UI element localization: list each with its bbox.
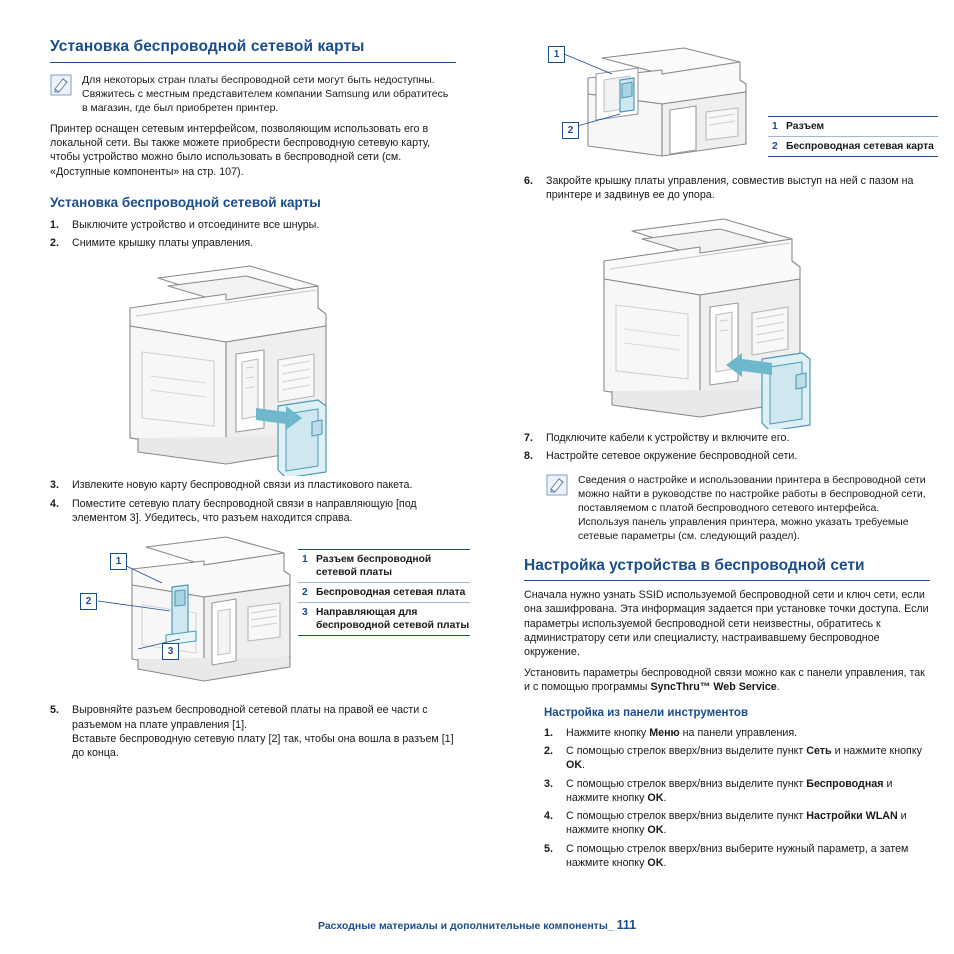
figure-callout-2: 2 (80, 593, 97, 610)
list-item (544, 842, 930, 871)
step-text-mid: и нажмите кнопку (566, 810, 907, 837)
paragraph-syncthru (524, 666, 930, 694)
footer-text: Расходные материалы и дополнительные компоненты_ (317, 920, 614, 932)
steps-list-1-2 (50, 218, 456, 251)
figure-connector-closeup (524, 38, 934, 166)
step-number: 4. (544, 810, 553, 823)
page-number: 111 (616, 918, 637, 932)
note-icon (50, 74, 72, 96)
legend-number: 2 (302, 587, 308, 599)
note-icon (546, 474, 568, 496)
step-number: 2. (544, 744, 553, 757)
ok-button-name: OK (566, 759, 583, 772)
ok-button-name: OK (647, 856, 664, 869)
panel-steps-list (524, 726, 930, 871)
two-column-layout (50, 38, 934, 910)
step-text-mid: и нажмите кнопку (566, 777, 893, 804)
syncthru-product-name: SyncThru™ Web Service (650, 681, 777, 694)
figure-wireless-card-insert (50, 531, 470, 691)
figure-printer-cover-close (524, 207, 930, 429)
step-number: 6. (524, 175, 533, 187)
paragraph-ssid: Сначала нужно узнать SSID используемой беспроводной сети и ключ сети, если она зашифрована. Эта информация задается при установке точки доступа. Если параметры используемой беспроводной сети неизвестны, обратитесь к администратору сети или специалисту, настраивавшему беспроводное окружение. (524, 589, 929, 658)
list-item (50, 218, 456, 232)
step-text-post: на панели управления. (679, 726, 798, 739)
steps-list-7-8 (524, 431, 930, 464)
legend-row (298, 550, 470, 582)
step-text-pre: Нажмите кнопку (566, 726, 650, 739)
menu-item-name: Настройки WLAN (806, 810, 898, 823)
subsection-title: Установка беспроводной сетевой карты (50, 194, 321, 210)
subsection-title-panel: Настройка из панели инструментов (544, 706, 749, 719)
right-column (524, 38, 934, 910)
list-item (50, 703, 456, 760)
ok-button-name: OK (647, 824, 664, 837)
step-text-pre: С помощью стрелок вверх/вниз выделите пункт (566, 777, 807, 790)
legend-number: 2 (772, 141, 778, 152)
legend-row (298, 582, 470, 602)
legend-row (768, 136, 938, 156)
step-number: 5. (50, 704, 59, 717)
list-item (544, 726, 930, 740)
list-item (544, 777, 930, 806)
legend-text: Беспроводная сетевая плата (316, 587, 466, 599)
legend-number: 1 (302, 554, 308, 566)
step-text-line1: Выровняйте разъем беспроводной сетевой платы на правой ее части с разъемом на плате управления [1]. (72, 704, 428, 731)
step-number: 3. (50, 479, 59, 492)
ok-button-name: OK (647, 791, 664, 804)
page-footer (0, 918, 954, 932)
list-item (50, 497, 456, 526)
step-text: Извлеките новую карту беспроводной связи из пластикового пакета. (72, 479, 413, 492)
legend-text: Разъем беспроводной сетевой платы (316, 554, 432, 579)
step-number: 1. (50, 218, 59, 231)
legend-text: Беспроводная сетевая карта (786, 141, 934, 152)
note-text: Сведения о настройке и использовании принтера в беспроводной сети можно найти в руководстве по настройке работы в беспроводной сети, поставляемом с платой беспроводного сетевого интерфейса. Используя панель управления принтера, можно указать требуемые сетевые параметры (см. следующий раздел). (578, 474, 926, 543)
step-number: 4. (50, 497, 59, 510)
legend-text: Разъем (786, 121, 825, 132)
paragraph-syncthru-pre: Установить параметры беспроводной связи можно как с панели управления, так и с помощью программы (524, 667, 925, 694)
section-title-wireless-config: Настройка устройства в беспроводной сети (524, 557, 930, 581)
step-number: 5. (544, 842, 553, 855)
figure-callout-1: 1 (110, 553, 127, 570)
step-number: 2. (50, 237, 59, 250)
ui-button-name: Меню (649, 726, 680, 739)
steps-list-6 (524, 174, 930, 203)
list-item (544, 809, 930, 838)
legend-row (298, 602, 470, 635)
menu-item-name: Беспроводная (806, 777, 884, 790)
left-column (50, 38, 470, 910)
legend-number: 3 (302, 607, 308, 619)
note-block-wireless-setup (524, 473, 930, 543)
step-text-mid: и нажмите кнопку (831, 744, 922, 757)
step-text: Поместите сетевую плату беспроводной связи в направляющую [под элементом 3]. Убедитесь, что разъем находится справа. (72, 497, 417, 524)
step-text: Настройте сетевое окружение беспроводной сети. (546, 449, 798, 462)
figure-callout-3: 3 (162, 643, 179, 660)
step-text-post: . (582, 759, 586, 772)
note-text: Для некоторых стран платы беспроводной сети могут быть недоступны. Свяжитесь с местным представителем компании Samsung или обратитесь в магазин, где был приобретен принтер. (82, 74, 449, 114)
paragraph-syncthru-post: . (776, 681, 780, 694)
list-item (50, 478, 456, 492)
step-text: Закройте крышку платы управления, совместив выступ на ней с пазом на принтере и задвинув ее до упора. (546, 175, 914, 202)
figure-printer-cover-removal (50, 256, 456, 476)
legend-number: 1 (772, 121, 778, 132)
list-item (524, 174, 930, 203)
list-item (524, 431, 930, 445)
intro-paragraph: Принтер оснащен сетевым интерфейсом, позволяющим использовать его в локальной сети. Вы также можете приобрести беспроводную сетевую карту, чтобы устройство можно было использовать в беспроводной сети (см. «Доступные компоненты» на стр. 107). (50, 123, 431, 178)
steps-list-3-4 (50, 478, 456, 525)
figure-callout-1: 1 (548, 46, 565, 63)
step-number: 8. (524, 449, 533, 462)
step-text-post: . (663, 856, 667, 869)
figure-legend (298, 549, 470, 636)
page-title: Установка беспроводной сетевой карты (50, 38, 456, 63)
step-number: 7. (524, 431, 533, 444)
list-item (50, 236, 456, 250)
menu-item-name: Сеть (806, 744, 832, 757)
step-text-line2: Вставьте беспроводную сетевую плату [2] так, чтобы она вошла в разъем [1] до конца. (72, 732, 454, 760)
step-text-pre: С помощью стрелок вверх/вниз выделите пункт (566, 810, 807, 823)
step-text-pre: С помощью стрелок вверх/вниз выберите нужный параметр, а затем нажмите кнопку (566, 842, 909, 869)
step-number: 3. (544, 777, 553, 790)
step-text-post: . (663, 791, 667, 804)
list-item (544, 744, 930, 773)
step-text: Снимите крышку платы управления. (72, 237, 254, 250)
step-text-pre: С помощью стрелок вверх/вниз выделите пункт (566, 744, 807, 757)
steps-list-5 (50, 703, 456, 760)
note-block-availability (50, 73, 456, 115)
step-text: Выключите устройство и отсоедините все шнуры. (72, 218, 320, 231)
list-item (524, 449, 930, 463)
step-number: 1. (544, 726, 553, 739)
legend-text: Направляющая для беспроводной сетевой платы (316, 607, 470, 632)
figure-legend-top (768, 116, 938, 157)
step-text-post: . (663, 824, 667, 837)
step-text: Подключите кабели к устройству и включите его. (546, 431, 790, 444)
legend-row (768, 117, 938, 136)
figure-callout-2: 2 (562, 122, 579, 139)
